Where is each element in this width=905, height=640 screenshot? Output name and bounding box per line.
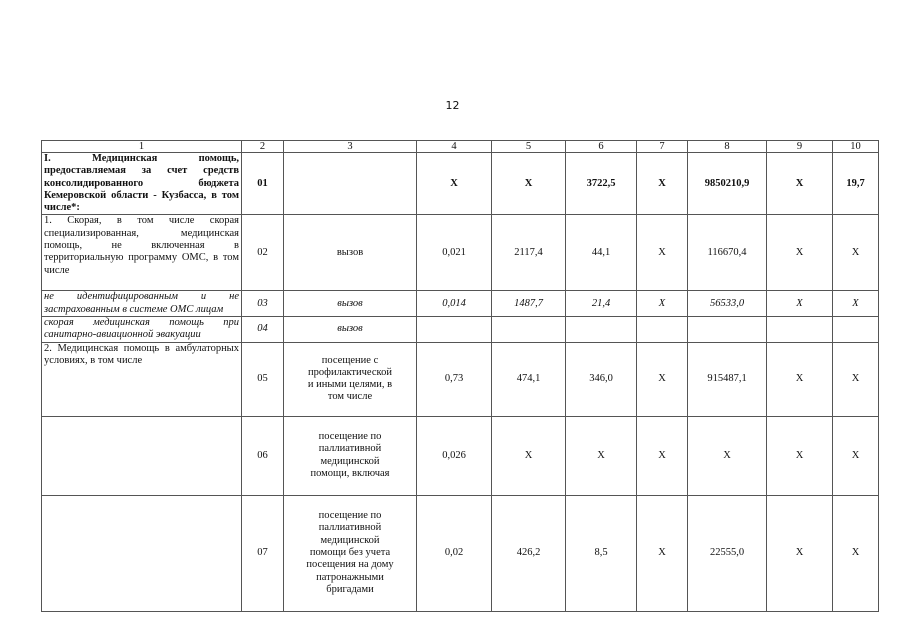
cell-volume-norm: 0,02 [417, 495, 492, 611]
cell-volume-norm [417, 317, 492, 343]
table-row [42, 416, 879, 495]
cell-cost-oms: X [767, 153, 833, 215]
cell-description: не идентифицированным и не застрахованным в системе ОМС лицам [42, 291, 242, 317]
cell-cost-budget: X [688, 416, 767, 495]
cell-cost-budget [688, 317, 767, 343]
cell-description: 2. Медицинская помощь в амбулаторных условиях, в том числе [42, 342, 242, 416]
table-row [42, 153, 879, 215]
cell-per-capita-budget: 21,4 [566, 291, 637, 317]
cell-cost-oms: X [767, 342, 833, 416]
cell-description: скорая медицинская помощь при санитарно-авиационной эвакуации [42, 317, 242, 343]
header-cell-3: 3 [284, 141, 417, 153]
table-row [42, 317, 879, 343]
cell-cost-budget: 9850210,9 [688, 153, 767, 215]
cell-cost-oms [767, 317, 833, 343]
cell-per-capita-oms: X [637, 495, 688, 611]
cell-volume-norm: X [417, 153, 492, 215]
cell-per-capita-budget: 44,1 [566, 215, 637, 291]
cell-per-capita-budget: 346,0 [566, 342, 637, 416]
cell-per-capita-budget: 8,5 [566, 495, 637, 611]
cell-cost-per-unit: 426,2 [492, 495, 566, 611]
header-cell-2: 2 [242, 141, 284, 153]
cell-unit: вызов [284, 317, 417, 343]
cell-volume-norm: 0,026 [417, 416, 492, 495]
header-cell-4: 4 [417, 141, 492, 153]
header-cell-6: 6 [566, 141, 637, 153]
cell-code: 06 [242, 416, 284, 495]
cell-description: I. Медицинская помощь, предоставляемая за счет средств консолидированного бюджета Кемеровской области - Кузбасса, в том числе*: [42, 153, 242, 215]
cell-code: 05 [242, 342, 284, 416]
cell-per-capita-oms: X [637, 342, 688, 416]
cell-percent [833, 317, 879, 343]
cell-percent: X [833, 495, 879, 611]
cell-unit: посещение с профилактической и иными целями, в том числе [284, 342, 417, 416]
cell-per-capita-budget: 3722,5 [566, 153, 637, 215]
header-cell-7: 7 [637, 141, 688, 153]
cell-cost-per-unit: X [492, 416, 566, 495]
cell-unit: посещение по паллиативной медицинской помощи без учета посещения на дому патронажными бригадами [284, 495, 417, 611]
cell-cost-budget: 56533,0 [688, 291, 767, 317]
cell-code: 07 [242, 495, 284, 611]
header-cell-10: 10 [833, 141, 879, 153]
cell-code: 04 [242, 317, 284, 343]
cell-description [42, 416, 242, 495]
cell-code: 01 [242, 153, 284, 215]
cell-code: 03 [242, 291, 284, 317]
table-row [42, 342, 879, 416]
header-cell-9: 9 [767, 141, 833, 153]
cell-cost-per-unit [492, 317, 566, 343]
cell-cost-budget: 915487,1 [688, 342, 767, 416]
funding-table [41, 140, 879, 612]
cell-per-capita-oms: X [637, 416, 688, 495]
cell-per-capita-budget: X [566, 416, 637, 495]
cell-description: 1. Скорая, в том числе скорая специализированная, медицинская помощь, не включенная в территориальную программу ОМС, в том числе [42, 215, 242, 291]
cell-per-capita-oms: X [637, 153, 688, 215]
cell-cost-oms: X [767, 416, 833, 495]
page-number: 12 [445, 99, 460, 112]
cell-cost-budget: 116670,4 [688, 215, 767, 291]
cell-percent: 19,7 [833, 153, 879, 215]
cell-per-capita-oms: X [637, 291, 688, 317]
cell-per-capita-oms [637, 317, 688, 343]
table-row [42, 215, 879, 291]
cell-cost-oms: X [767, 215, 833, 291]
header-cell-8: 8 [688, 141, 767, 153]
cell-cost-oms: X [767, 495, 833, 611]
cell-percent: X [833, 416, 879, 495]
cell-unit [284, 153, 417, 215]
cell-volume-norm: 0,014 [417, 291, 492, 317]
table-row [42, 291, 879, 317]
cell-description [42, 495, 242, 611]
header-cell-1: 1 [42, 141, 242, 153]
cell-unit: вызов [284, 291, 417, 317]
cell-cost-per-unit: X [492, 153, 566, 215]
header-cell-5: 5 [492, 141, 566, 153]
cell-per-capita-oms: X [637, 215, 688, 291]
cell-cost-per-unit: 2117,4 [492, 215, 566, 291]
cell-percent: X [833, 342, 879, 416]
header-row [42, 141, 879, 153]
table-row [42, 495, 879, 611]
cell-unit: посещение по паллиативной медицинской помощи, включая [284, 416, 417, 495]
cell-code: 02 [242, 215, 284, 291]
cell-cost-per-unit: 474,1 [492, 342, 566, 416]
cell-unit: вызов [284, 215, 417, 291]
cell-cost-per-unit: 1487,7 [492, 291, 566, 317]
cell-volume-norm: 0,021 [417, 215, 492, 291]
cell-cost-oms: X [767, 291, 833, 317]
cell-cost-budget: 22555,0 [688, 495, 767, 611]
cell-volume-norm: 0,73 [417, 342, 492, 416]
cell-percent: X [833, 291, 879, 317]
cell-per-capita-budget [566, 317, 637, 343]
cell-percent: X [833, 215, 879, 291]
